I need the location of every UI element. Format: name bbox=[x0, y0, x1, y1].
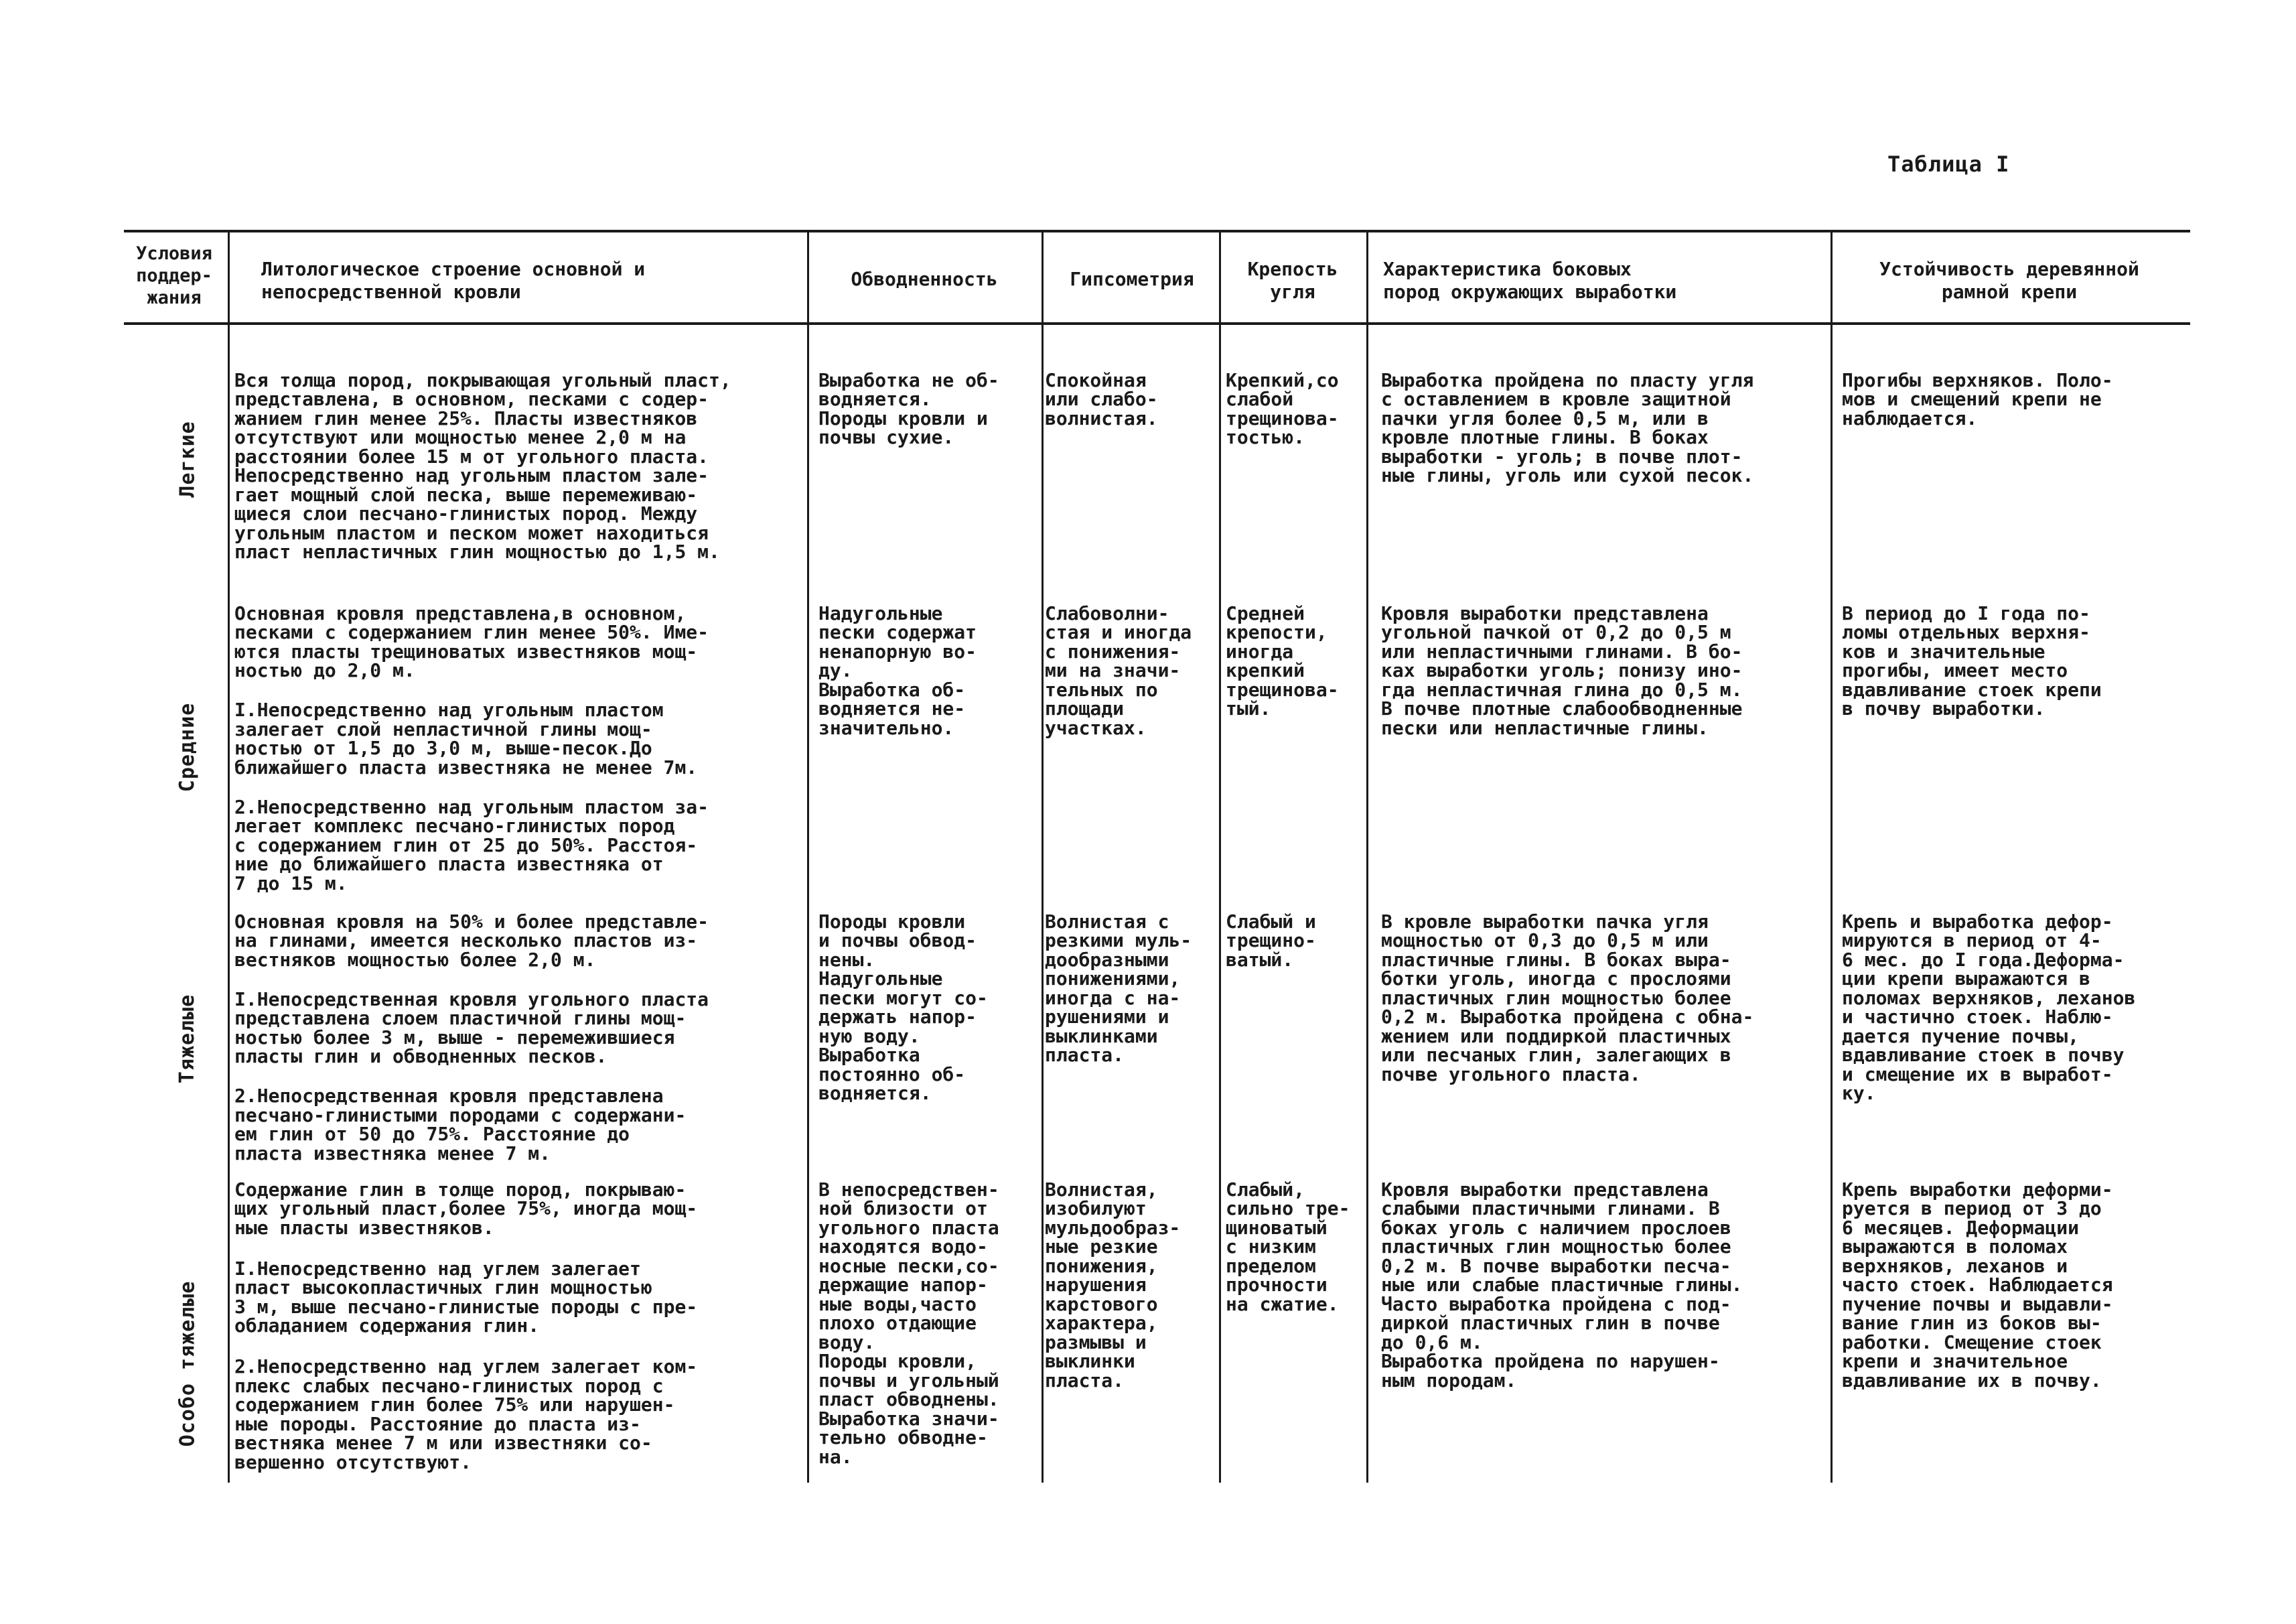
table-top-rule bbox=[124, 230, 2190, 232]
row1-side-rocks: Выработка пройдена по пласту угля с оставлением в кровле защитной пачки угля более 0,5 м, или в кровле плотные глины. В боках выработки - уголь; в почве плот- ные глины, уголь или сухой песок. bbox=[1381, 368, 1754, 486]
row4-stability: Крепь выработки деформи- руется в период от 3 до 6 месяцев. Деформации выражаются в поломах верхняков, леханов и часто стоек. Наблюдается пучение почвы и выдавли- вание глин из боков вы- работки. Смещение стоек крепи и значительное вдавливание их в почву. bbox=[1842, 1178, 2113, 1392]
row3-watering: Породы кровли и почвы обвод- нены. Надугольные пески могут со- держать напор- ную воду. Выработка постоянно об- водняется. bbox=[818, 910, 988, 1104]
col-divider-4 bbox=[1219, 230, 1221, 1483]
col-divider-6 bbox=[1831, 230, 1833, 1483]
header-lithology: Литологическое строение основной и непосредственной кровли bbox=[261, 258, 646, 303]
row4-hypsometry: Волнистая, изобилуют мульдообраз- ные резкие понижения, нарушения карстового характера, размывы и выклинки пласта. bbox=[1045, 1178, 1181, 1392]
row2-hypsometry: Слабоволни- стая и иногда с понижения- ми на значи- тельных по площади участках. bbox=[1045, 602, 1192, 739]
row4-watering: В непосредствен- ной близости от угольного пласта находятся водо- носные пески,со- держащие напор- ные воды,часто плохо отдающие воду. Породы кровли, почвы и угольный пласт обводнены. Выработка значи- тельно обводне- на. bbox=[818, 1178, 999, 1468]
row2-watering: Надугольные пески содержат ненапорную во- ду. Выработка об- водняется не- значительно. bbox=[818, 602, 977, 739]
header-strength: Крепость угля bbox=[1247, 258, 1338, 303]
row2-strength: Средней крепости, иногда крепкий трещинова- тый. bbox=[1226, 602, 1339, 720]
header-stability: Устойчивость деревянной рамной крепи bbox=[1879, 258, 2139, 303]
header-bottom-rule bbox=[124, 322, 2190, 325]
header-side-rocks: Характеристика боковых пород окружающих выработки bbox=[1383, 258, 1677, 303]
row2-side-rocks: Кровля выработки представлена угольной пачкой от 0,2 до 0,5 м или непластичными глинами. В бо- ках выработки уголь; понизу ино- гда непластичная глина до 0,5 м. В почве плотные слабообводненные пески или непластичные глины. bbox=[1381, 602, 1743, 739]
header-watering: Обводненность bbox=[851, 268, 998, 290]
row3-strength: Слабый и трещино- ватый. bbox=[1226, 910, 1316, 971]
row3-side-rocks: В кровле выработки пачка угля мощностью от 0,3 до 0,5 м или пластичные глины. В боках выра- ботки уголь, иногда с прослоями пластичных глин мощностью более 0,2 м. Выработка пройдена с обна- жением или поддиркой пластичных или песчаных глин, залегающих в почве угольного пласта. bbox=[1381, 910, 1754, 1085]
row-label-heavy: Тяжелые bbox=[175, 994, 200, 1083]
row1-strength: Крепкий,со слабой трещинова- тостью. bbox=[1226, 368, 1339, 448]
row2-lithology: Основная кровля представлена,в основном, песками с содержанием глин менее 50%. Име- ются пласты трещиноватых известняков мощ- ностью до 2,0 м. I.Непосредственно над угольным пластом залегает слой непластичной глины мощ- ностью от 1,5 до 3,0 м, выше-песок.До ближайшего пласта известняка не менее 7м. 2.Непосредственно над угольным пластом за- легает комплекс песчано-глинистых пород с содержанием глин от 25 до 50%. Расстоя- ние до ближайшего пласта известняка от 7 до 15 м. bbox=[234, 602, 709, 894]
row4-lithology: Содержание глин в толще пород, покрываю- щих угольный пласт,более 75%, иногда мощ- ные пласты известняков. I.Непосредственно над углем залегает пласт высокопластичных глин мощностью 3 м, выше песчано-глинистые породы с пре- обладанием содержания глин. 2.Непосредственно над углем залегает ком- плекс слабых песчано-глинистых пород с содержанием глин более 75% или нарушен- ные породы. Расстояние до пласта из- вестняка менее 7 м или известняки со- вершенно отсутствуют. bbox=[234, 1178, 698, 1473]
row-label-medium: Средние bbox=[175, 702, 200, 792]
row1-lithology: Вся толща пород, покрывающая угольный пласт, представлена, в основном, песками с содер- жанием глин менее 25%. Пласты известняков отсутствуют или мощностью менее 2,0 м на расстоянии более 15 м от угольного пласта. Непосредственно над угольным пластом зале- гает мощный слой песка, выше перемеживаю- щиеся слои песчано-глинистых пород. Между угольным пластом и песком может находиться пласт непластичных глин мощностью до 1,5 м. bbox=[234, 368, 731, 563]
row-label-light: Легкие bbox=[175, 420, 200, 498]
header-hypsometry: Гипсометрия bbox=[1070, 268, 1194, 290]
table-caption: Таблица I bbox=[1887, 151, 2010, 177]
row1-stability: Прогибы верхняков. Поло- мов и смещений крепи не наблюдается. bbox=[1842, 368, 2113, 429]
col-divider-5 bbox=[1366, 230, 1368, 1483]
row3-hypsometry: Волнистая с резкими муль- дообразными понижениями, иногда с на- рушениями и выклинками пласта. bbox=[1045, 910, 1192, 1066]
row-label-extra-heavy: Особо тяжелые bbox=[175, 1280, 200, 1446]
col-divider-3 bbox=[1042, 230, 1044, 1483]
col-divider-2 bbox=[807, 230, 809, 1483]
row2-stability: В период до I года по- ломы отдельных верхня- ков и значительные прогибы, имеет место вдавливание стоек крепи в почву выработки. bbox=[1842, 602, 2102, 720]
row1-hypsometry: Спокойная или слабо- волнистая. bbox=[1045, 368, 1158, 429]
row1-watering: Выработка не об- водняется. Породы кровли и почвы сухие. bbox=[818, 368, 999, 448]
col-divider-1 bbox=[228, 230, 230, 1483]
row3-lithology: Основная кровля на 50% и более представле- на глинами, имеется несколько пластов из- вестняков мощностью более 2,0 м. I.Непосредственная кровля угольного пласта представлена слоем пластичной глины мощ- ностью более 3 м, выше - перемежившиеся пласты глин и обводненных песков. 2.Непосредственная кровля представлена песчано-глинистыми породами с содержани- ем глин от 50 до 75%. Расстояние до пласта известняка менее 7 м. bbox=[234, 910, 709, 1164]
header-conditions: Условия поддер- жания bbox=[136, 243, 212, 308]
row4-strength: Слабый, сильно тре- щиноватый с низким пределом прочности на сжатие. bbox=[1226, 1178, 1350, 1315]
row4-side-rocks: Кровля выработки представлена слабыми пластичными глинами. В боках уголь с наличием прослоев пластичных глин мощностью более 0,2 м. В почве выработки песча- ные или слабые пластичные глины. Часто выработка пройдена с под- диркой пластичных глин в почве до 0,6 м. Выработка пройдена по нарушен- ным породам. bbox=[1381, 1178, 1743, 1392]
row3-stability: Крепь и выработка дефор- мируются в период от 4- 6 мес. до I года.Деформа- ции крепи выражаются в поломах верхняков, леханов и частично стоек. Наблю- дается пучение почвы, вдавливание стоек в почву и смещение их в выработ- ку. bbox=[1842, 910, 2136, 1104]
